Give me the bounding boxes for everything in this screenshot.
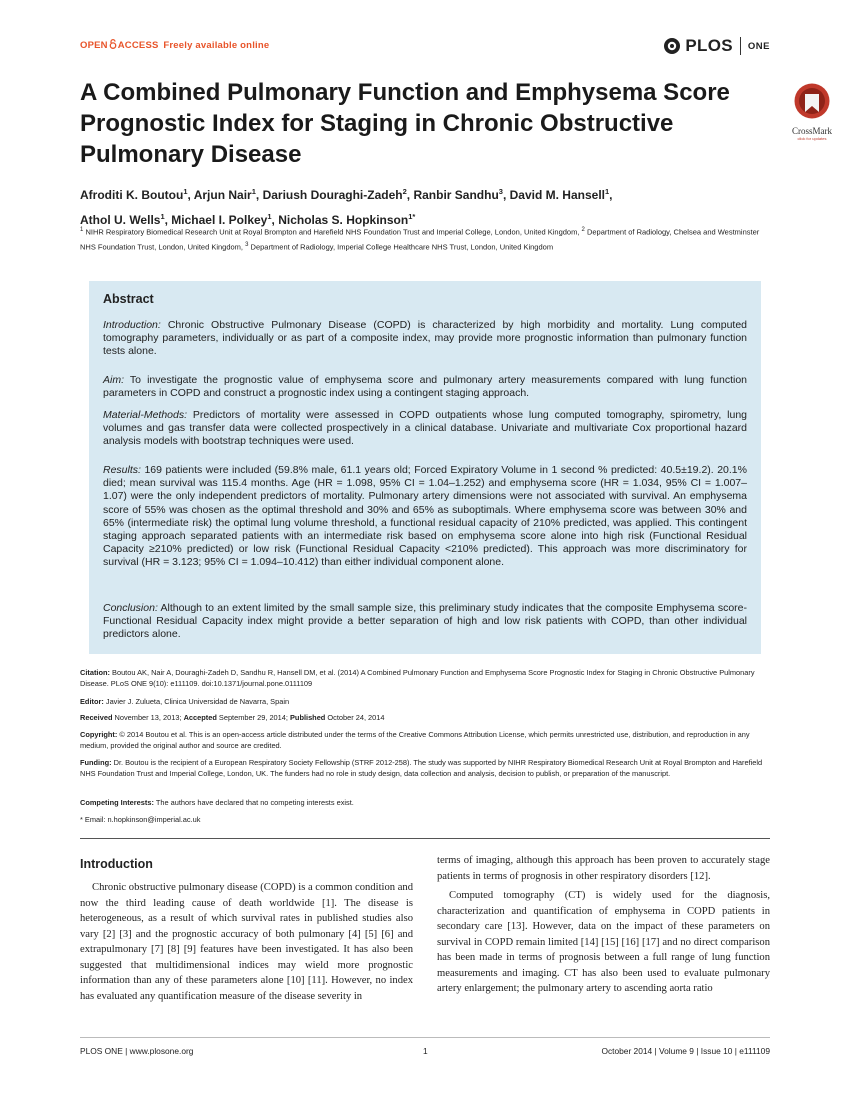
editor-text: Javier J. Zulueta, Clinica Universidad de Navarra, Spain — [105, 697, 290, 706]
abstract-box — [89, 281, 761, 654]
funding — [80, 757, 770, 779]
author-affiliation-marker: 1 — [605, 187, 610, 196]
introduction-heading: Introduction — [80, 857, 153, 871]
section-label: Introduction: — [103, 319, 161, 331]
journal-name: ONE — [747, 40, 770, 52]
affiliation-marker: 3 — [245, 242, 249, 248]
abstract-conclusion — [103, 602, 747, 642]
author-affiliation-marker: 1 — [267, 212, 272, 221]
copyright-label: Copyright: — [80, 730, 118, 739]
crossmark-label: CrossMark — [792, 126, 832, 136]
editor-label: Editor: — [80, 697, 104, 706]
accepted-label: Accepted — [183, 713, 217, 722]
competing-interests — [80, 797, 770, 808]
article-title: A Combined Pulmonary Function and Emphysema Score Prognostic Index for Staging in Chronic Obstructive Pulmonary Disease — [80, 79, 730, 168]
author-name: Athol U. Wells — [80, 213, 161, 227]
author-affiliation-marker: 2 — [402, 187, 407, 196]
affiliation-marker: 2 — [581, 227, 585, 233]
author-affiliation-marker: 1* — [408, 212, 416, 221]
footer-issue: October 2014 | Volume 9 | Issue 10 | e111109 — [601, 1046, 770, 1056]
abstract-heading: Abstract — [103, 292, 154, 306]
intro-right-column — [437, 853, 770, 997]
intro-paragraph: terms of imaging, although this approach has been proven to accurately stage patients in terms of prognosis in other respiratory disorders [12]. — [437, 855, 770, 882]
citation-label: Citation: — [80, 668, 110, 677]
affiliations — [80, 224, 772, 254]
meta-divider — [80, 838, 770, 839]
plos-one-logo — [663, 36, 770, 56]
abstract-aim — [103, 374, 747, 400]
section-text: Although to an extent limited by the small sample size, this preliminary study indicates that the composite Emphysema score-Functional Residual Capacity index might provide a better separation of high and low risk patients with COPD, than other individual predictors alone. — [103, 602, 748, 641]
section-text: Predictors of mortality were assessed in COPD outpatients whose lung computed tomography, spirometry, lung volumes and gas transfer data were collected prospectively in a clinical database. Univariate and multivariate Cox proportional hazard analysis models with bootstrap techniques were used. — [103, 409, 748, 448]
logo-divider — [740, 37, 741, 55]
author-name: Dariush Douraghi-Zadeh — [262, 188, 403, 202]
section-text: To investigate the prognostic value of emphysema score and pulmonary artery measurements compared with lung function parameters in COPD and construct a prognostic index using a contingent staging approach. — [103, 374, 747, 400]
section-label: Aim: — [103, 374, 124, 386]
affiliation-text: NIHR Respiratory Biomedical Research Unit at Royal Brompton and Harefield NHS Foundation Trust and Imperial College, London, United Kingdom, — [85, 227, 580, 237]
section-text: Chronic Obstructive Pulmonary Disease (COPD) is characterized by high morbidity and mortality. Lung computed tomography parameters, individually or as part of a composite index, may provide more prognostic information than pulmonary function tests alone. — [103, 319, 748, 358]
received-label: Received — [80, 713, 113, 722]
author — [263, 188, 407, 202]
citation-text: Boutou AK, Nair A, Douraghi-Zadeh D, Sandhu R, Hansell DM, et al. (2014) A Combined Pulmonary Function and Emphysema Score Prognostic Index for Staging in Chronic Obstructive Pulmonary Disease. PLoS ONE 9(10): e111109. doi:10.1371/journal.pone.0111109 — [80, 668, 755, 688]
received-date: November 13, 2013; — [114, 713, 182, 722]
section-label: Material-Methods: — [103, 409, 188, 421]
published-label: Published — [290, 713, 326, 722]
affiliation-text: Department of Radiology, Chelsea and Westminster NHS Foundation Trust, London, United Kingdom, — [80, 227, 760, 252]
intro-paragraph: Computed tomography (CT) is widely used for the diagnosis, characterization and quantification of emphysema in COPD patients in secondary care [13]. However, data on the impact of these parameters on survival in COPD remain limited [14] [15] [16] [17] and no direct comparison has been made in terms of prognosis between a full range of lung function measurements and imaging. CT has also been used to evaluate pulmonary artery enlargement; the pulmonary artery to ascending aorta ratio — [437, 890, 770, 994]
copyright — [80, 729, 770, 751]
open-label: OPEN — [80, 40, 108, 51]
author-name: Michael I. Polkey — [171, 213, 268, 227]
access-label: ACCESS — [117, 40, 159, 51]
section-text: 169 patients were included (59.8% male, 61.1 years old; Forced Expiratory Volume in 1 second % predicted: 40.5±19.2). 20.1% died; mean survival was 115.4 months. Age (HR = 1.098, 95% CI = 1.04–1.252) and emphysema score (HR = 1.034, 95% CI = 1.007–1.07) were the only independent predictors of mortality. Pulmonary artery dimensions were not associated with survival. An emphysema score of 55% was chosen as the optimal threshold and 30% and 65% as suboptimals. Where emphysema score was between 30% and 65% (intermediate risk) the optimal lung volume threshold, a functional residual capacity of 210% predicted, was applied. This contingent staging approach separated patients with an intermediate risk based on emphysema score alone into high risk (Functional Residual Capacity ≥210% predicted) or low risk (Functional Residual Capacity <210% predicted). This approach was more discriminatory for survival (HR = 3.123; 95% CI = 1.094–10.412) than either individual component alone. — [103, 464, 747, 569]
journal-header — [80, 36, 770, 56]
affiliation-text: Department of Radiology, Imperial College Healthcare NHS Trust, London, United Kingdom — [250, 242, 554, 252]
publisher-name: PLOS — [685, 36, 733, 55]
section-label: Results: — [103, 464, 141, 476]
author-name: David M. Hansell — [509, 188, 605, 202]
crossmark-sublabel: click for updates — [797, 136, 827, 141]
funding-label: Funding: — [80, 758, 112, 767]
accepted-date: September 29, 2014; — [218, 713, 288, 722]
abstract-introduction — [103, 319, 747, 359]
author — [194, 188, 256, 202]
author-affiliation-marker: 1 — [251, 187, 256, 196]
citation — [80, 667, 770, 689]
author-name: Ranbir Sandhu — [413, 188, 499, 202]
intro-left-column — [80, 880, 413, 1004]
crossmark-icon — [793, 82, 831, 120]
author-affiliation-marker: 3 — [498, 187, 503, 196]
affiliation-marker: 1 — [80, 227, 84, 233]
author-name: Nicholas S. Hopkinson — [278, 213, 409, 227]
author-affiliation-marker: 1 — [160, 212, 165, 221]
funding-text: Dr. Boutou is the recipient of a European Respiratory Society Fellowship (STRF 2012-258). The study was supported by NIHR Respiratory Biomedical Research Unit at Royal Brompton and Harefield NHS Foundation Trust and Imperial College, London, UK. The funders had no role in study design, data collection and analysis, decision to publish, or preparation of the manuscript. — [80, 758, 763, 778]
section-label: Conclusion: — [103, 602, 158, 614]
competing-label: Competing Interests: — [80, 798, 154, 807]
copyright-text: © 2014 Boutou et al. This is an open-access article distributed under the terms of the Creative Commons Attribution License, which permits unrestricted use, distribution, and reproduction in any medium, provided the original author and source are credited. — [80, 730, 750, 750]
editor — [80, 696, 770, 707]
author — [80, 188, 187, 202]
crossmark-badge[interactable] — [784, 82, 840, 141]
author-affiliation-marker: 1 — [183, 187, 188, 196]
footer-divider — [80, 1037, 770, 1038]
footer-journal[interactable]: PLOS ONE | www.plosone.org — [80, 1046, 194, 1056]
corresponding-email[interactable]: * Email: n.hopkinson@imperial.ac.uk — [80, 815, 201, 824]
page-number: 1 — [423, 1046, 428, 1056]
plos-sun-icon — [663, 37, 681, 55]
published-date: October 24, 2014 — [327, 713, 385, 722]
author-list: Afroditi K. Boutou$^1$, Arjun Nair$^1$, Dariush Douraghi-Zadeh$^2$, Ranbir Sandhu$^3$, David M. Hansell$^1$, Athol U. Wells$^1$, Michael I. Polkey$^1$, Nicholas S. Hopkinson$^{1*}$ — [80, 187, 613, 227]
author — [413, 188, 503, 202]
freely-available-label: Freely available online — [163, 40, 270, 51]
dates — [80, 712, 770, 723]
author-name: Arjun Nair — [193, 188, 252, 202]
author — [510, 188, 610, 202]
intro-paragraph: Chronic obstructive pulmonary disease (COPD) is a common condition and now the third leading cause of death worldwide [1]. The disease is heterogeneous, as a result of which survival rates in published studies also vary [2] [3] and the prognostic accuracy of both pulmonary [4] [5] [6] and extrapulmonary [7] [8] [9] features have been investigated. It has also been suggested that multidimensional indices may wield more prognostic information than any of these parameters alone [10] [11]. However, no index has evaluated any quantification measure of the disease severity in — [80, 882, 413, 1002]
open-access-badge — [80, 39, 269, 51]
abstract-results — [103, 464, 747, 570]
competing-text: The authors have declared that no competing interests exist. — [155, 798, 354, 807]
author-name: Afroditi K. Boutou — [80, 188, 184, 202]
open-lock-icon — [109, 39, 117, 49]
abstract-methods — [103, 409, 747, 449]
